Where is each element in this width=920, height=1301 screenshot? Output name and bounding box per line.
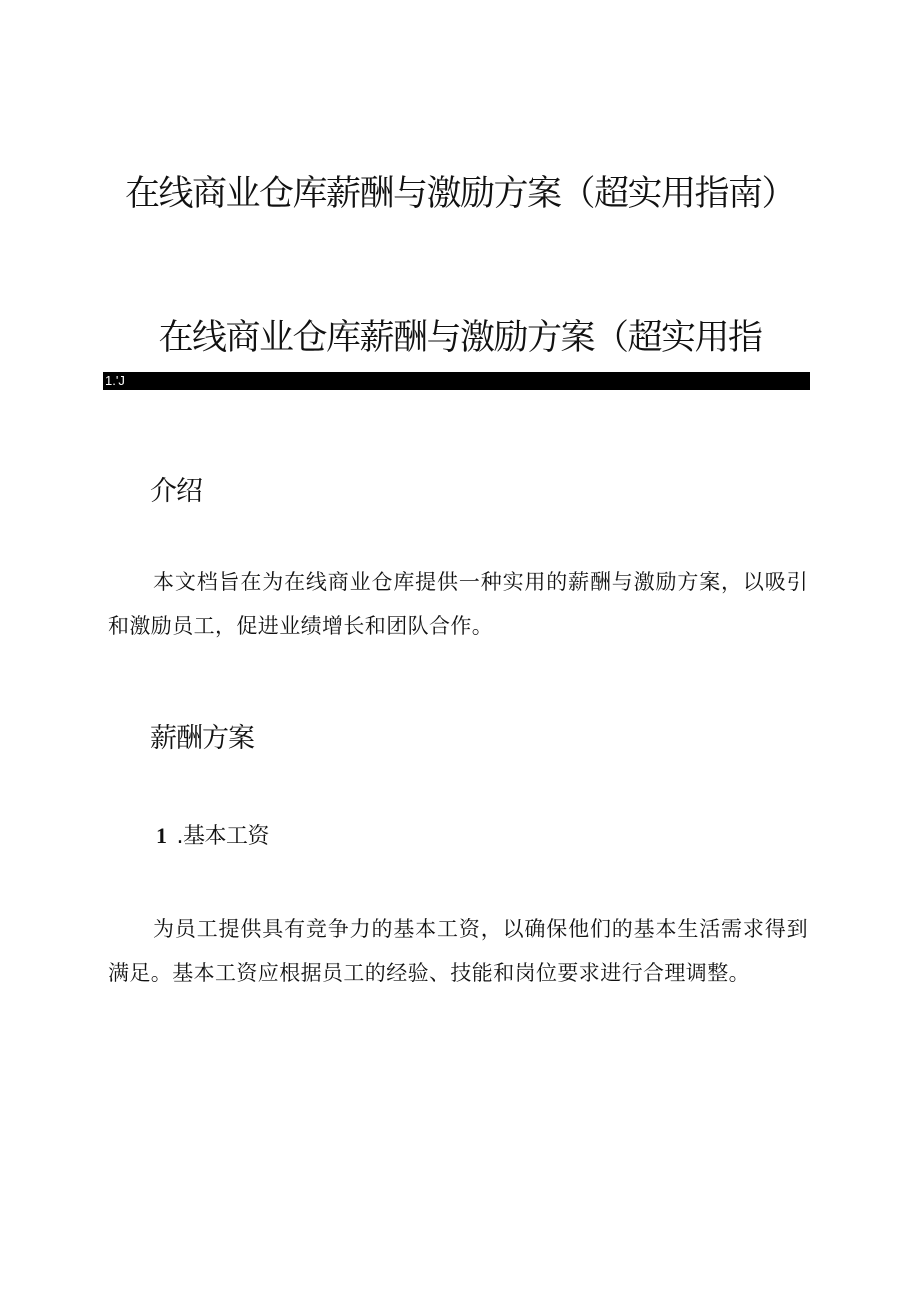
document-title-repeat: 在线商业仓库薪酬与激励方案（超实用指: [158, 318, 762, 358]
subheading-base-salary: [156, 820, 269, 853]
base-salary-paragraph: 为员工提供具有竞争力的基本工资，以确保他们的基本生活需求得到满足。基本工资应根据员工的经验、技能和岗位要求进行合理调整。: [108, 917, 808, 985]
subheading-title: .基本工资: [176, 824, 269, 849]
intro-paragraph: 本文档旨在为在线商业仓库提供一种实用的薪酬与激励方案，以吸引和激励员工，促进业绩增长和团队合作。: [108, 570, 808, 638]
header-bar: [103, 372, 810, 390]
subheading-number: 1: [156, 823, 167, 848]
section-heading-intro: 介绍: [150, 476, 202, 507]
header-bar-label: 1.'J: [105, 373, 125, 388]
section-heading-salary: 薪酬方案: [150, 723, 254, 754]
document-title: 在线商业仓库薪酬与激励方案（超实用指南）: [124, 174, 795, 214]
